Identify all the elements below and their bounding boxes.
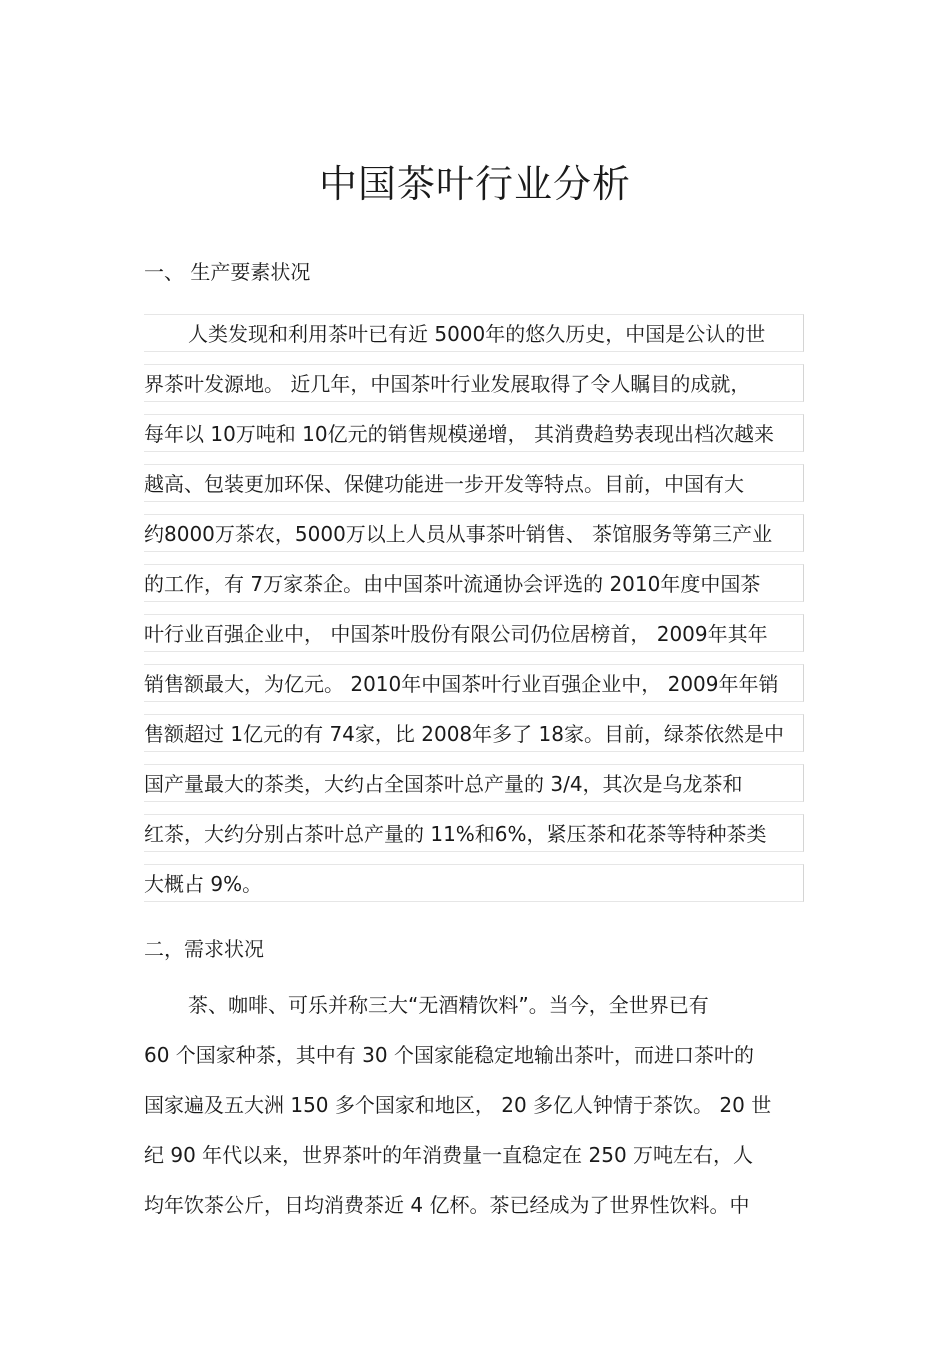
paragraph-line: 60 个国家种茶，其中有 30 个国家能稳定地输出茶叶，而进口茶叶的 (144, 1043, 754, 1067)
document-title: 中国茶叶行业分析 (318, 162, 631, 206)
paragraph-line: 红茶，大约分别占茶叶总产量的 11%和6%，紧压茶和花茶等特种茶类 (144, 814, 804, 852)
paragraph-line: 的工作，有 7万家茶企。由中国茶叶流通协会评选的 2010年度中国茶 (144, 564, 804, 602)
paragraph-line: 叶行业百强企业中， 中国茶叶股份有限公司仍位居榜首， 2009年其年 (144, 614, 804, 652)
paragraph-line: 均年饮茶公斤，日均消费茶近 4 亿杯。茶已经成为了世界性饮料。中 (144, 1193, 750, 1217)
paragraph-line: 越高、包装更加环保、保健功能进一步开发等特点。目前，中国有大 (144, 464, 804, 502)
paragraph-line: 大概占 9%。 (144, 864, 804, 902)
paragraph-line: 人类发现和利用茶叶已有近 5000年的悠久历史，中国是公认的世 (144, 314, 804, 352)
paragraph-line: 销售额最大，为亿元。 2010年中国茶叶行业百强企业中， 2009年年销 (144, 664, 804, 702)
paragraph-line: 国产量最大的茶类，大约占全国茶叶总产量的 3/4，其次是乌龙茶和 (144, 764, 804, 802)
section-heading-production: 一、 生产要素状况 (144, 260, 311, 284)
paragraph-line: 约8000万茶农，5000万以上人员从事茶叶销售、 茶馆服务等第三产业 (144, 514, 804, 552)
paragraph-line: 每年以 10万吨和 10亿元的销售规模递增， 其消费趋势表现出档次越来 (144, 414, 804, 452)
paragraph-line: 茶、咖啡、可乐并称三大“无酒精饮料”。当今，全世界已有 (188, 993, 709, 1017)
section-heading-demand: 二，需求状况 (144, 937, 264, 961)
paragraph-line: 售额超过 1亿元的有 74家，比 2008年多了 18家。目前，绿茶依然是中 (144, 714, 804, 752)
paragraph-line: 纪 90 年代以来，世界茶叶的年消费量一直稳定在 250 万吨左右，人 (144, 1143, 754, 1167)
paragraph-line: 国家遍及五大洲 150 多个国家和地区， 20 多亿人钟情于茶饮。 20 世 (144, 1093, 772, 1117)
paragraph-line: 界茶叶发源地。 近几年，中国茶叶行业发展取得了令人瞩目的成就， (144, 364, 804, 402)
